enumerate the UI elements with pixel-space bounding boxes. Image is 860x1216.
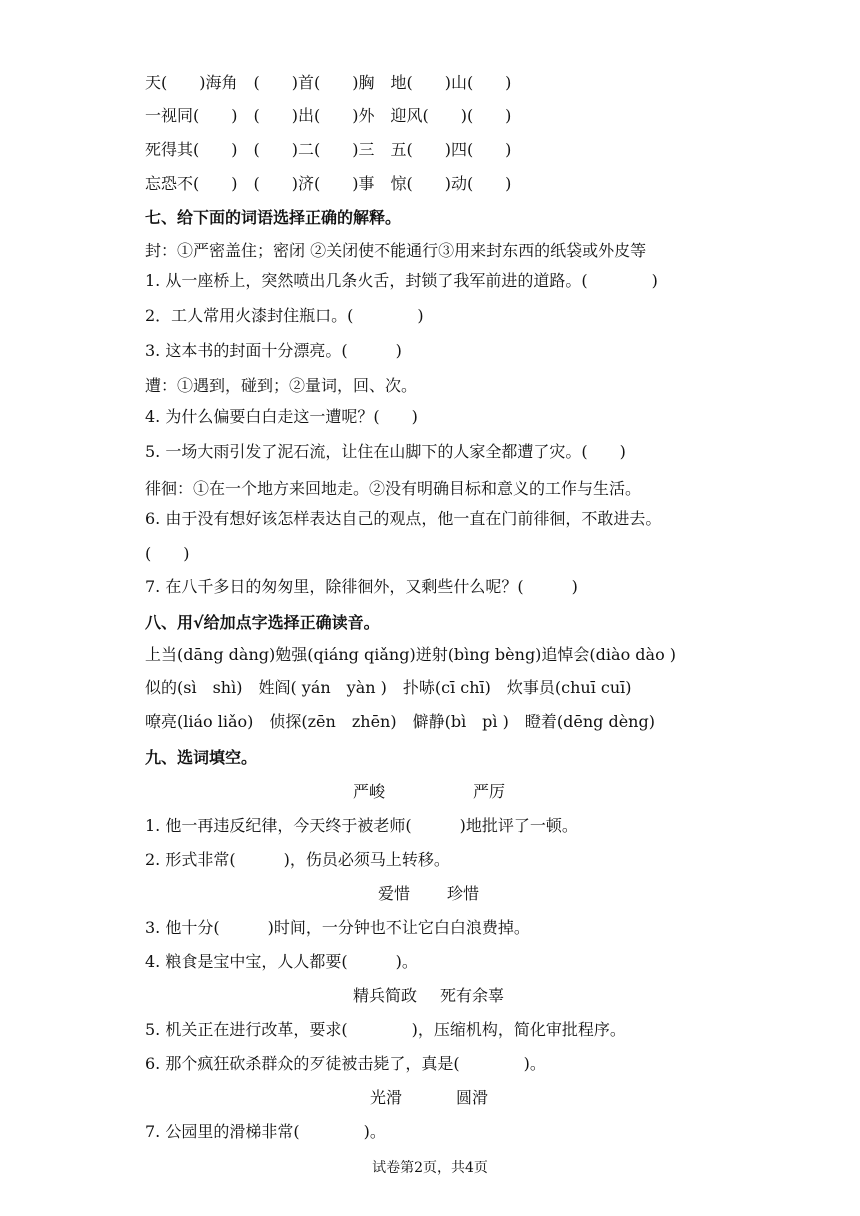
question-9-7: 7. 公园里的滑梯非常( )。 [145,1122,386,1141]
section-9-heading: 九、选词填空。 [145,748,258,767]
word-choice-zhenxi: 珍惜 [447,884,480,903]
question-9-4: 4. 粮食是宝中宝，人人都要( )。 [145,952,418,971]
pinyin-row-2: 似的(sì shì) 姓阎( yán yàn ) 扑哧(cī chī) 炊事员(chuī cuī) [145,678,632,697]
question-7-6: 6. 由于没有想好该怎样表达自己的观点，他一直在门前徘徊，不敢进去。 [145,509,662,528]
question-7-3: 3. 这本书的封面十分漂亮。( ) [145,341,402,360]
section-8-heading: 八、用√给加点字选择正确读音。 [145,613,380,632]
question-7-6-blank: ( ) [145,544,190,563]
question-7-5: 5. 一场大雨引发了泥石流，让住在山脚下的人家全都遭了灾。( ) [145,442,626,461]
word-choice-yanli: 严厉 [473,782,506,801]
idiom-row-2: 一视同( ) ( )出( )外 迎风( )( ) [145,106,512,125]
idiom-row-3: 死得其( ) ( )二( )三 五( )四( ) [145,140,512,159]
section-7-heading: 七、给下面的词语选择正确的解释。 [145,208,402,227]
pinyin-row-1: 上当(dāng dàng)勉强(qiáng qiǎng)迸射(bìng bèng)追悼会(diào dào ) [145,645,677,664]
word-choice-aixi: 爱惜 [378,884,411,903]
page-footer: 试卷第2页，共4页 [372,1160,488,1176]
question-9-1: 1. 他一再违反纪律，今天终于被老师( )地批评了一顿。 [145,816,578,835]
definition-zao: 遭：①遇到，碰到；②量词，回、次。 [145,376,418,395]
definition-feng: 封：①严密盖住；密闭 ②关闭使不能通行③用来封东西的纸袋或外皮等 [145,241,647,260]
idiom-row-1: 天( )海角 ( )首( )胸 地( )山( ) [145,73,512,92]
word-choice-siyouyugu: 死有余辜 [440,986,505,1005]
question-9-2: 2. 形式非常( )，伤员必须马上转移。 [145,850,450,869]
question-9-6: 6. 那个疯狂砍杀群众的歹徒被击毙了，真是( )。 [145,1054,546,1073]
word-choice-yanjun: 严峻 [353,782,386,801]
question-9-3: 3. 他十分( )时间，一分钟也不让它白白浪费掉。 [145,918,530,937]
pinyin-row-3: 嘹亮(liáo liǎo) 侦探(zēn zhēn) 僻静(bì pì ) 瞪着(dēng dèng) [145,712,655,731]
question-7-1: 1. 从一座桥上，突然喷出几条火舌，封锁了我军前进的道路。( ) [145,271,658,290]
idiom-row-4: 忘恐不( ) ( )济( )事 惊( )动( ) [145,174,512,193]
word-choice-yuanhua: 圆滑 [456,1088,489,1107]
word-choice-jingbingjianzheng: 精兵简政 [353,986,418,1005]
question-7-2: 2．工人常用火漆封住瓶口。( ) [145,306,424,325]
question-7-4: 4. 为什么偏要白白走这一遭呢？( ) [145,407,418,426]
definition-paihuai: 徘徊：①在一个地方来回地走。②没有明确目标和意义的工作与生活。 [145,479,642,498]
word-choice-guanghua: 光滑 [370,1088,403,1107]
question-9-5: 5. 机关正在进行改革，要求( )，压缩机构，简化审批程序。 [145,1020,626,1039]
question-7-7: 7. 在八千多日的匆匆里，除徘徊外，又剩些什么呢？( ) [145,577,578,596]
